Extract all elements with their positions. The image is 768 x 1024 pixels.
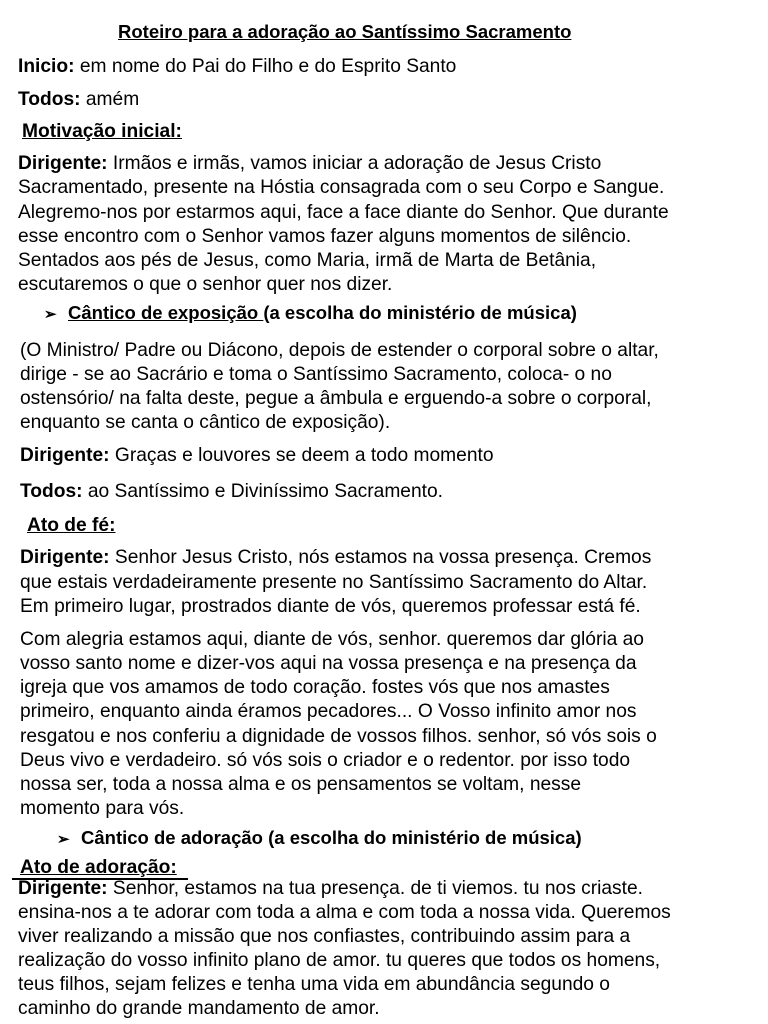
cantico-adoracao-title: Cântico de adoração (a escolha do ministério de música) <box>81 827 582 848</box>
motivacao-line-1 <box>18 152 601 176</box>
dirigente-text-2: Graças e louvores se deem a todo momento <box>109 445 494 466</box>
todos-label: Todos: <box>18 89 81 110</box>
dirigente-label: Dirigente: <box>20 547 110 568</box>
rubrica-line-4: enquanto se canta o cântico de exposição). <box>20 412 391 433</box>
ato-adoracao-line-3: viver realizando a missão que nos confiastes, contribuindo assim para a <box>18 926 631 947</box>
motivacao-line-5: Sentados aos pés de Jesus, como Maria, irmã de Marta de Betânia, <box>18 250 597 271</box>
alegria-line-6: Deus vivo e verdadeiro. só vós sois o criador e o redentor. por isso todo <box>20 750 631 771</box>
alegria-line-3: igreja que vos amamos de todo coração. fostes vós que nos amastes <box>20 677 610 698</box>
rubrica-line-1: (O Ministro/ Padre ou Diácono, depois de estender o corporal sobre o altar, <box>20 340 659 361</box>
ato-adoracao-heading: Ato de adoração: <box>20 857 177 878</box>
ato-fe-heading: Ato de fé: <box>27 515 116 536</box>
todos-line-1 <box>18 88 139 112</box>
cantico-adoracao-item <box>57 826 582 852</box>
alegria-line-4: primeiro, enquanto ainda éramos pecadores... O Vosso infinito amor nos <box>20 701 637 722</box>
ato-adoracao-text-1: Senhor, estamos na tua presença. de ti viemos. tu nos criaste. <box>107 878 643 899</box>
alegria-line-5: resgatou e nos conferiu a dignidade de vossos filhos. senhor, só vós sois o <box>20 726 657 747</box>
motivacao-line-3: Alegremo-nos por estarmos aqui, face a face diante do Senhor. Que durante <box>18 202 669 223</box>
ato-fe-line-2: que estais verdadeiramente presente no Santíssimo Sacramento do Altar. <box>20 572 648 593</box>
rubrica-line-3: ostensório/ na falta deste, pegue a âmbula e erguendo-a sobre o corporal, <box>20 388 652 409</box>
page-title: Roteiro para a adoração ao Santíssimo Sacramento <box>118 21 572 42</box>
todos-text-2: ao Santíssimo e Diviníssimo Sacramento. <box>82 481 443 502</box>
motivacao-line-2: Sacramentado, presente na Hóstia consagrada com o seu Corpo e Sangue. <box>18 177 665 198</box>
arrow-bullet-icon: ➢ <box>44 306 57 323</box>
motivacao-text-1: Irmãos e irmãs, vamos iniciar a adoração de Jesus Cristo <box>107 153 602 174</box>
ato-adoracao-line-6: caminho do grande mandamento de amor. <box>18 998 380 1019</box>
motivacao-line-4: esse encontro com o Senhor vamos fazer alguns momentos de silêncio. <box>18 226 632 247</box>
arrow-bullet-icon: ➢ <box>57 831 70 848</box>
ato-fe-text-1: Senhor Jesus Cristo, nós estamos na vossa presença. Cremos <box>109 547 652 568</box>
inicio-line <box>18 55 456 79</box>
dirigente-label: Dirigente: <box>18 878 108 899</box>
inicio-label: Inicio: <box>18 56 75 77</box>
dirigente-line-2 <box>20 444 494 468</box>
alegria-line-7: nossa ser, toda a nossa alma e os pensamentos se voltam, nesse <box>20 774 582 795</box>
ato-adoracao-line-2: ensina-nos a te adorar com toda a alma e com toda a nossa vida. Queremos <box>18 902 671 923</box>
inicio-text: em nome do Pai do Filho e do Esprito Santo <box>74 56 457 77</box>
ato-fe-line-1 <box>20 546 718 570</box>
todos-label: Todos: <box>20 481 83 502</box>
todos-text: amém <box>80 89 140 110</box>
alegria-line-8: momento para vós. <box>20 798 185 819</box>
ato-fe-line-3: Em primeiro lugar, prostrados diante de vós, queremos professar está fé. <box>20 596 641 617</box>
ato-adoracao-line-1 <box>18 877 643 901</box>
alegria-line-2: vosso santo nome e dizer-vos aqui na vossa presença e na presença da <box>20 653 637 674</box>
rubrica-line-2: dirige - se ao Sacrário e toma o Santíssimo Sacramento, coloca- o no <box>20 364 612 385</box>
cantico-exposicao-note: (a escolha do ministério de música) <box>263 302 577 323</box>
todos-line-2 <box>20 480 443 504</box>
motivacao-line-6: escutaremos o que o senhor quer nos dizer. <box>18 274 393 295</box>
alegria-line-1: Com alegria estamos aqui, diante de vós, senhor. queremos dar glória ao <box>20 629 644 650</box>
ato-adoracao-line-5: teus filhos, sejam felizes e tenha uma vida em abundância segundo o <box>18 974 610 995</box>
cantico-exposicao-title: Cântico de exposição <box>68 302 264 323</box>
dirigente-label: Dirigente: <box>18 153 108 174</box>
ato-adoracao-line-4: realização do vosso infinito plano de amor. tu queres que todos os homens, <box>18 950 661 971</box>
cantico-exposicao-item <box>44 301 577 327</box>
dirigente-label: Dirigente: <box>20 445 110 466</box>
motivacao-heading: Motivação inicial: <box>22 121 182 142</box>
